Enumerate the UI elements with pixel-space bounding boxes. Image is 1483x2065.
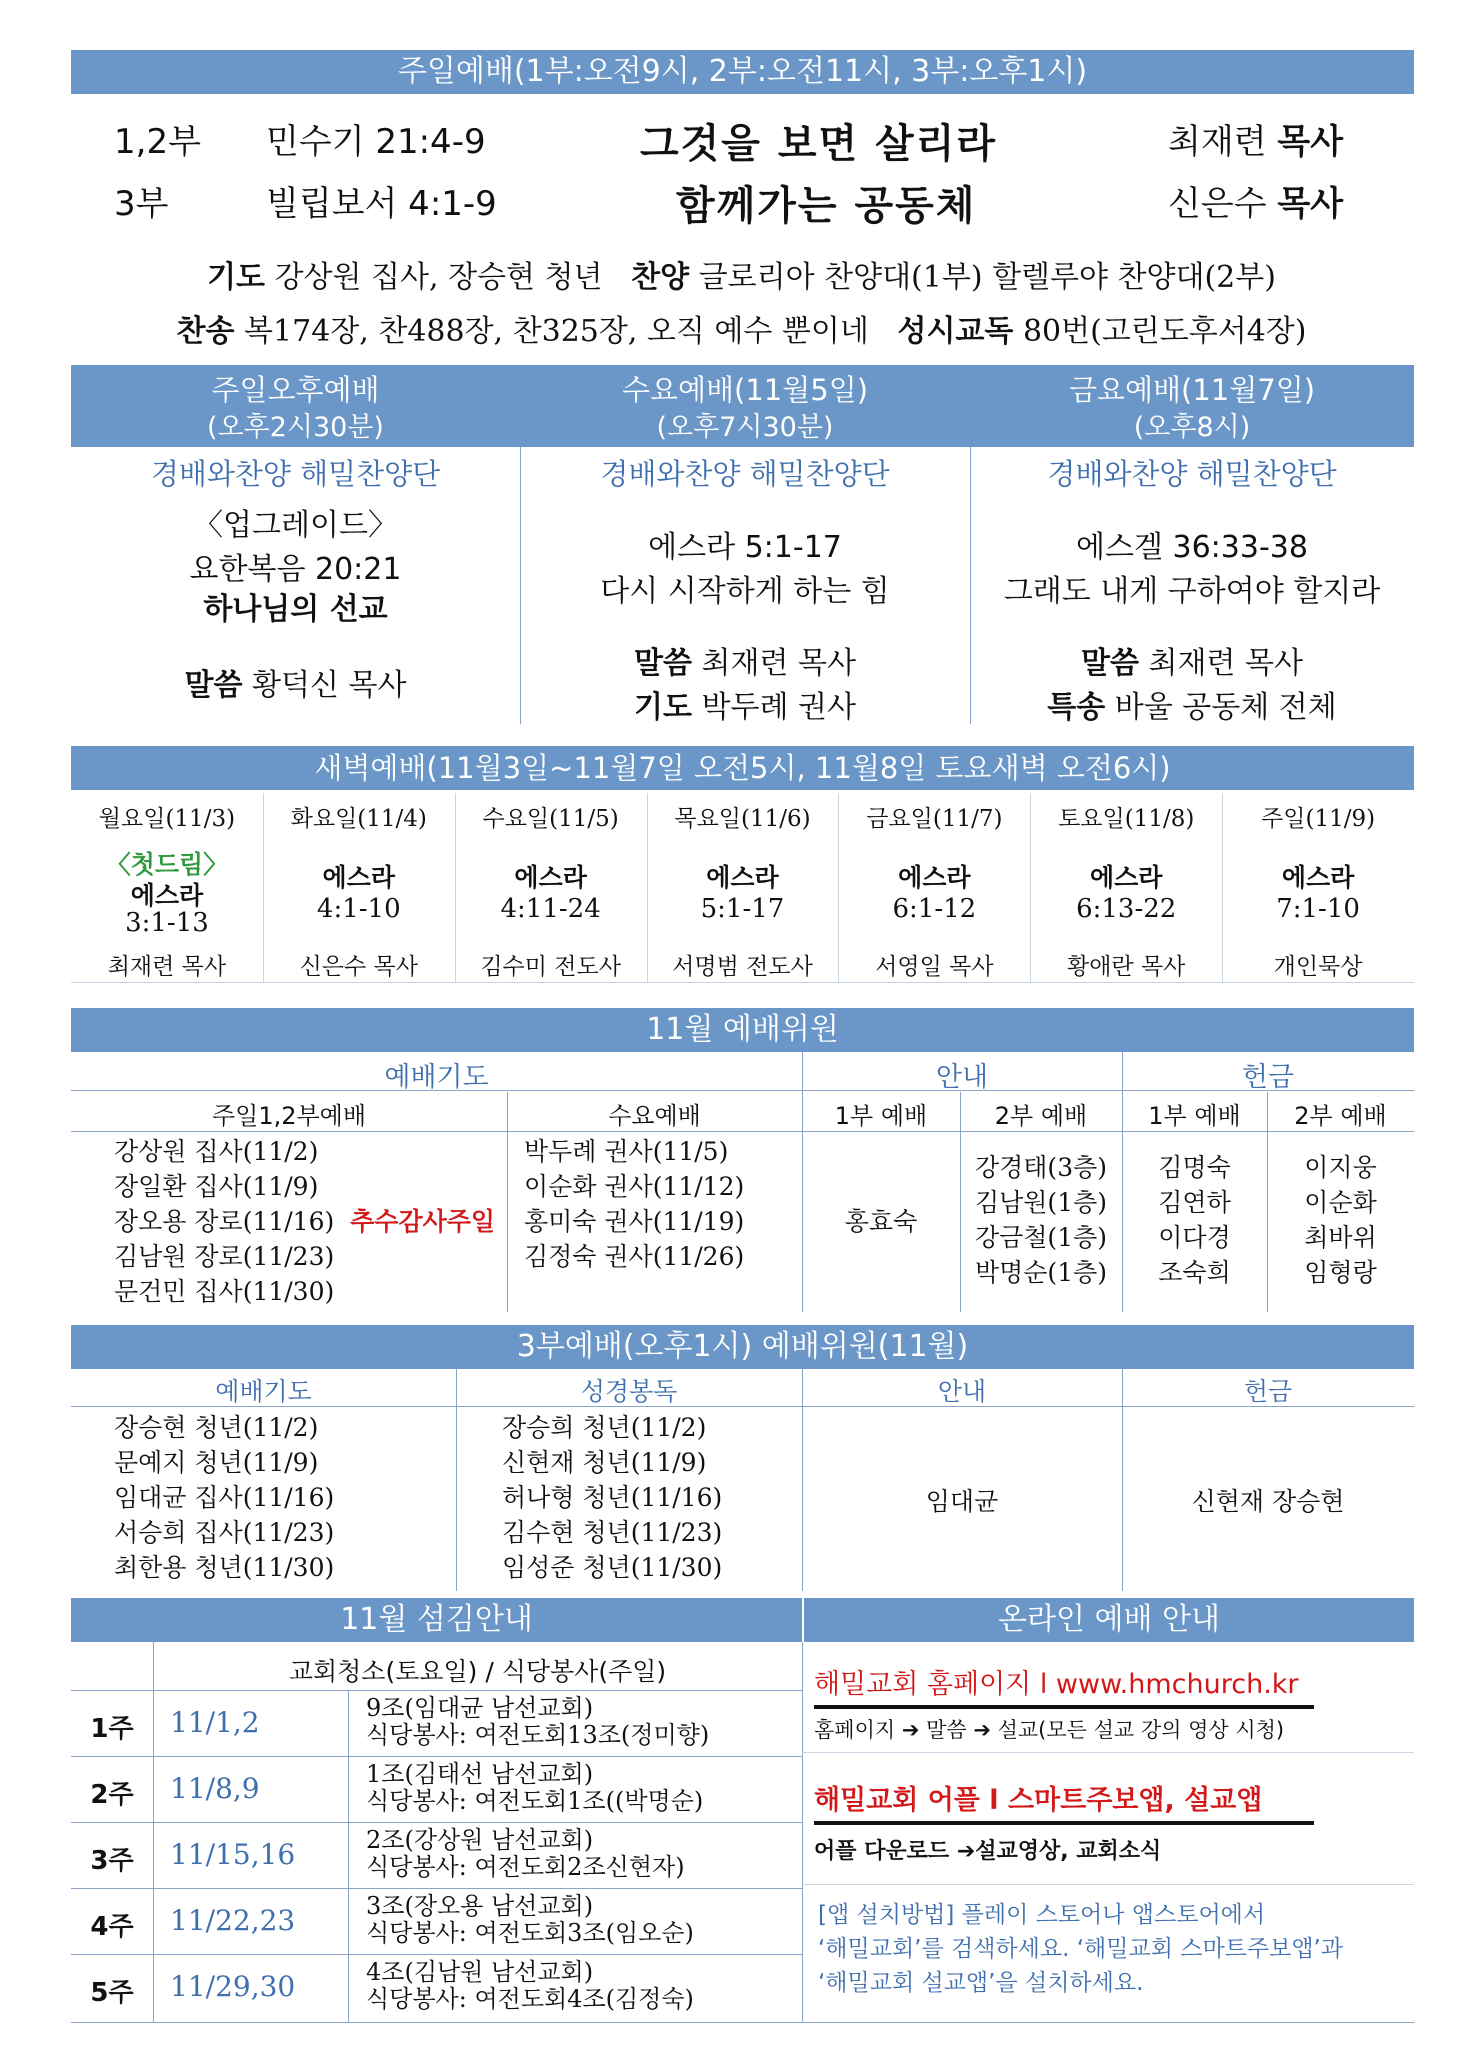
dawn-leader: 최재련 목사: [107, 954, 227, 980]
sunday-header: 주일예배(1부:오전9시, 2부:오전11시, 3부:오후1시): [71, 50, 1414, 94]
list-item: 최한용 청년(11/30): [114, 1553, 335, 1582]
sub-heading: 2부 예배: [994, 1102, 1088, 1130]
week-date: 11/29,30: [170, 1970, 296, 2003]
role-person: 바울 공동체 전체: [1114, 690, 1337, 725]
sermon-title: 그래도 내게 구하여야 할지라: [1003, 574, 1381, 609]
dawn-header: 새벽예배(11월3일~11월7일 오전5시, 11월8일 토요새벽 오전6시): [71, 746, 1414, 790]
sermon-title: 그것을 보면 살리라: [640, 121, 997, 167]
dawn-book: 에스라: [1281, 863, 1355, 892]
service-time: (오후8시): [1133, 412, 1251, 443]
worship-team: 경배와찬양 해밀찬양단: [600, 457, 890, 491]
week-label: 5주: [90, 1978, 134, 2008]
third-offering-heading: 헌금: [1243, 1377, 1293, 1406]
offering-2-list: [1267, 1150, 1414, 1290]
dawn-day: 주일(11/9): [1261, 806, 1376, 832]
service-column-heading: 교회청소(토요일) / 식당봉사(주일): [288, 1657, 667, 1686]
list-item: 홍미숙 권사(11/19): [524, 1207, 745, 1236]
list-item: 강상원 집사(11/2): [114, 1137, 319, 1166]
list-item: 김남원(1층): [974, 1188, 1107, 1217]
sunday-prayer-list: [114, 1134, 495, 1309]
third-prayer-list: [114, 1410, 334, 1585]
week-label: 3주: [90, 1846, 134, 1876]
sermon-series: 〈업그레이드〉: [193, 508, 398, 543]
reading-text: 80번(고린도후서4장): [1022, 314, 1307, 349]
list-item: 문건민 집사(11/30): [114, 1277, 335, 1306]
list-item: 임형랑: [1304, 1258, 1377, 1287]
list-item: 이순화: [1304, 1188, 1377, 1217]
worship-team: 경배와찬양 해밀찬양단: [1047, 457, 1337, 491]
role-label: 말씀: [634, 646, 692, 681]
meal-group: 식당봉사: 여전도회1조((박명순): [366, 1787, 704, 1815]
week-date: 11/15,16: [170, 1838, 296, 1871]
sub-heading: 1부 예배: [1148, 1102, 1241, 1130]
dawn-book: 에스라: [706, 863, 779, 892]
reading-label: 성시교독: [897, 314, 1014, 349]
preacher: 신은수: [1168, 184, 1267, 224]
third-guide-heading: 안내: [937, 1377, 987, 1406]
dawn-day: 토요일(11/8): [1058, 806, 1195, 832]
week-date: 11/8,9: [170, 1772, 260, 1805]
thanksgiving-note: 추수감사주일: [350, 1207, 496, 1236]
guide-line: ‘해밀교회’를 검색하세요. ‘해밀교회 스마트주보앱’과: [818, 1936, 1344, 1962]
list-item: 박명순(1층): [974, 1258, 1107, 1287]
guide-line: ‘해밀교회 설교앱’을 설치하세요.: [818, 1970, 1144, 1996]
prayer-label: 기도: [207, 260, 266, 295]
preacher-role: 목사: [1277, 184, 1344, 224]
homepage-path: 홈페이지 ➔ 말씀 ➔ 설교(모든 설교 강의 영상 시청): [814, 1718, 1285, 1742]
scripture: 에스라 5:1-17: [648, 530, 842, 565]
list-item: 이지웅: [1304, 1153, 1377, 1182]
dawn-day: 금요일(11/7): [866, 806, 1003, 832]
dawn-book: 에스라: [1089, 863, 1163, 892]
list-item: 장승희 청년(11/2): [502, 1413, 707, 1442]
committee-header: 11월 예배위원: [71, 1008, 1414, 1052]
meal-group: 식당봉사: 여전도회13조(정미향): [366, 1721, 710, 1749]
dawn-book: 에스라: [130, 881, 204, 910]
role-line: [71, 660, 520, 704]
role-person: 황덕신 목사: [252, 668, 407, 703]
dawn-leader: 개인묵상: [1273, 954, 1363, 980]
dawn-leader: 김수미 전도사: [480, 954, 621, 980]
week-label: 1주: [90, 1714, 134, 1744]
cleaning-group: 1조(김태선 남선교회): [366, 1760, 594, 1788]
role-line: [970, 638, 1414, 682]
week-label: 2주: [90, 1780, 134, 1810]
role-line: [520, 682, 970, 726]
list-item: 김정숙 권사(11/26): [524, 1242, 745, 1271]
cleaning-group: 4조(김남원 남선교회): [366, 1958, 594, 1986]
meal-group: 식당봉사: 여전도회3조(임오순): [366, 1919, 694, 1947]
cleaning-group: 3조(장오용 남선교회): [366, 1892, 594, 1920]
list-item: 임대균 집사(11/16): [114, 1483, 335, 1512]
scripture: 민수기 21:4-9: [266, 122, 486, 162]
dawn-day: 목요일(11/6): [674, 806, 811, 832]
list-item: 이다경: [1158, 1223, 1231, 1252]
service-title: 주일오후예배: [211, 373, 380, 407]
dawn-book: 에스라: [514, 863, 587, 892]
dawn-tag: 〈첫드림〉: [105, 850, 229, 879]
homepage-link[interactable]: 해밀교회 홈페이지 l www.hmchurch.kr: [814, 1669, 1299, 1700]
service-title: 수요예배(11월5일): [621, 373, 869, 407]
dawn-day: 월요일(11/3): [98, 806, 236, 832]
dawn-day: 수요일(11/5): [482, 806, 619, 832]
list-item: 임성준 청년(11/30): [502, 1553, 723, 1582]
list-item: 김수현 청년(11/23): [502, 1518, 723, 1547]
week-date: 11/22,23: [170, 1904, 296, 1937]
preacher-role: 목사: [1277, 122, 1344, 162]
week-date: 11/1,2: [170, 1706, 260, 1739]
app-path: 어플 다운로드 ➔설교영상, 교회소식: [814, 1839, 1162, 1864]
dawn-ref: 4:1-10: [316, 894, 401, 924]
role-line: [520, 638, 970, 682]
scripture: 빌립보서 4:1-9: [266, 184, 497, 224]
sermon-title: 다시 시작하게 하는 힘: [600, 574, 890, 609]
list-item: 장승현 청년(11/2): [114, 1413, 319, 1442]
dawn-leader: 서영일 목사: [875, 954, 994, 980]
list-item: 박두례 권사(11/5): [524, 1137, 729, 1166]
week-label: 4주: [90, 1912, 134, 1942]
sermon-title: 함께가는 공동체: [676, 183, 977, 229]
dawn-book: 에스라: [898, 863, 971, 892]
hymn-label: 찬송: [176, 314, 235, 349]
praise-text: 글로리아 찬양대(1부) 할렐루야 찬양대(2부): [698, 260, 1276, 295]
prayer-text: 강상원 집사, 장승현 청년: [274, 260, 603, 295]
hymn-reading-line: [0, 306, 1483, 350]
service-time: (오후2시30분): [207, 412, 384, 443]
role-label: 기도: [634, 690, 692, 725]
praise-label: 찬양: [631, 260, 690, 295]
dawn-leader: 서명범 전도사: [672, 954, 813, 980]
dawn-leader: 신은수 목사: [299, 954, 418, 980]
dawn-day: 화요일(11/4): [290, 806, 427, 832]
list-item: 이순화 권사(11/12): [524, 1172, 745, 1201]
scripture: 요한복음 20:21: [189, 552, 402, 587]
role-label: 말씀: [1081, 646, 1139, 681]
list-item: [114, 1204, 495, 1239]
part-label: 1,2부: [114, 122, 201, 162]
third-prayer-heading: 예배기도: [215, 1377, 312, 1406]
offering-1-list: [1122, 1150, 1267, 1290]
service-time: (오후7시30분): [656, 412, 834, 443]
dawn-ref: 3:1-13: [125, 908, 209, 938]
wednesday-prayer-list: [524, 1134, 744, 1274]
third-reading-list: [502, 1410, 722, 1585]
sub-heading: 주일1,2부예배: [211, 1102, 367, 1130]
role-person: 최재련 목사: [1148, 646, 1303, 681]
role-person: 최재련 목사: [701, 646, 856, 681]
cleaning-group: 9조(임대균 남선교회): [366, 1694, 594, 1722]
service-header: 11월 섬김안내: [71, 1598, 802, 1642]
meal-group: 식당봉사: 여전도회4조(김정숙): [366, 1985, 694, 2013]
cleaning-group: 2조(강상원 남선교회): [366, 1826, 594, 1854]
list-item: 김남원 장로(11/23): [114, 1242, 335, 1271]
list-item: 허나형 청년(11/16): [502, 1483, 723, 1512]
list-item-text: 장오용 장로(11/16): [114, 1207, 335, 1236]
sub-heading: 수요예배: [608, 1102, 701, 1130]
list-item: 김명숙: [1158, 1153, 1231, 1182]
prayer-praise-line: [0, 252, 1483, 296]
meal-group: 식당봉사: 여전도회2조신현자): [366, 1853, 685, 1881]
guide-1: 홍효숙: [844, 1207, 918, 1236]
scripture: 에스겔 36:33-38: [1076, 530, 1308, 565]
sub-heading: 1부 예배: [834, 1102, 928, 1130]
sermon-title: 하나님의 선교: [203, 592, 388, 627]
worship-team: 경배와찬양 해밀찬양단: [150, 457, 441, 491]
committee-offering-heading: 헌금: [1241, 1062, 1295, 1093]
list-item: 조숙희: [1158, 1258, 1231, 1287]
online-header: 온라인 예배 안내: [802, 1598, 1414, 1642]
list-item: 장일환 집사(11/9): [114, 1172, 319, 1201]
hymn-text: 복174장, 찬488장, 찬325장, 오직 예수 뿐이네: [244, 314, 869, 349]
role-person: 박두례 권사: [701, 690, 856, 725]
dawn-ref: 6:1-12: [892, 894, 977, 924]
list-item: 문예지 청년(11/9): [114, 1448, 319, 1477]
dawn-leader: 황애란 목사: [1067, 954, 1186, 980]
third-reading-heading: 성경봉독: [580, 1377, 678, 1406]
dawn-ref: 7:1-10: [1276, 894, 1360, 924]
part-label: 3부: [114, 184, 169, 224]
committee-prayer-heading: 예배기도: [384, 1062, 489, 1093]
third-guide: 임대균: [925, 1487, 999, 1516]
app-link[interactable]: 해밀교회 어플 l 스마트주보앱, 설교앱: [814, 1785, 1263, 1816]
guide-line: [앱 설치방법] 플레이 스토어나 앱스토어에서: [818, 1902, 1266, 1928]
app-install-guide: [818, 1898, 1343, 2000]
list-item: 강금철(1층): [974, 1223, 1107, 1252]
role-label: 특송: [1047, 690, 1106, 725]
committee-guide-heading: 안내: [935, 1062, 989, 1093]
list-item: 최바위: [1304, 1223, 1377, 1252]
third-offering: 신현재 장승현: [1191, 1487, 1345, 1516]
dawn-ref: 6:13-22: [1076, 894, 1177, 924]
list-item: 김연하: [1158, 1188, 1231, 1217]
dawn-ref: 4:11-24: [500, 894, 601, 924]
third-header: 3부예배(오후1시) 예배위원(11월): [71, 1325, 1414, 1369]
role-line: [970, 682, 1414, 726]
service-title: 금요예배(11월7일): [1068, 373, 1316, 407]
dawn-book: 에스라: [322, 863, 395, 892]
role-label: 말씀: [184, 668, 243, 703]
dawn-ref: 5:1-17: [700, 894, 785, 924]
sub-heading: 2부 예배: [1294, 1102, 1387, 1130]
list-item: 강경태(3층): [974, 1153, 1107, 1182]
list-item: 신현재 청년(11/9): [502, 1448, 707, 1477]
guide-2-list: [960, 1150, 1122, 1290]
list-item: 서승희 집사(11/23): [114, 1518, 335, 1547]
preacher: 최재련: [1168, 122, 1267, 162]
